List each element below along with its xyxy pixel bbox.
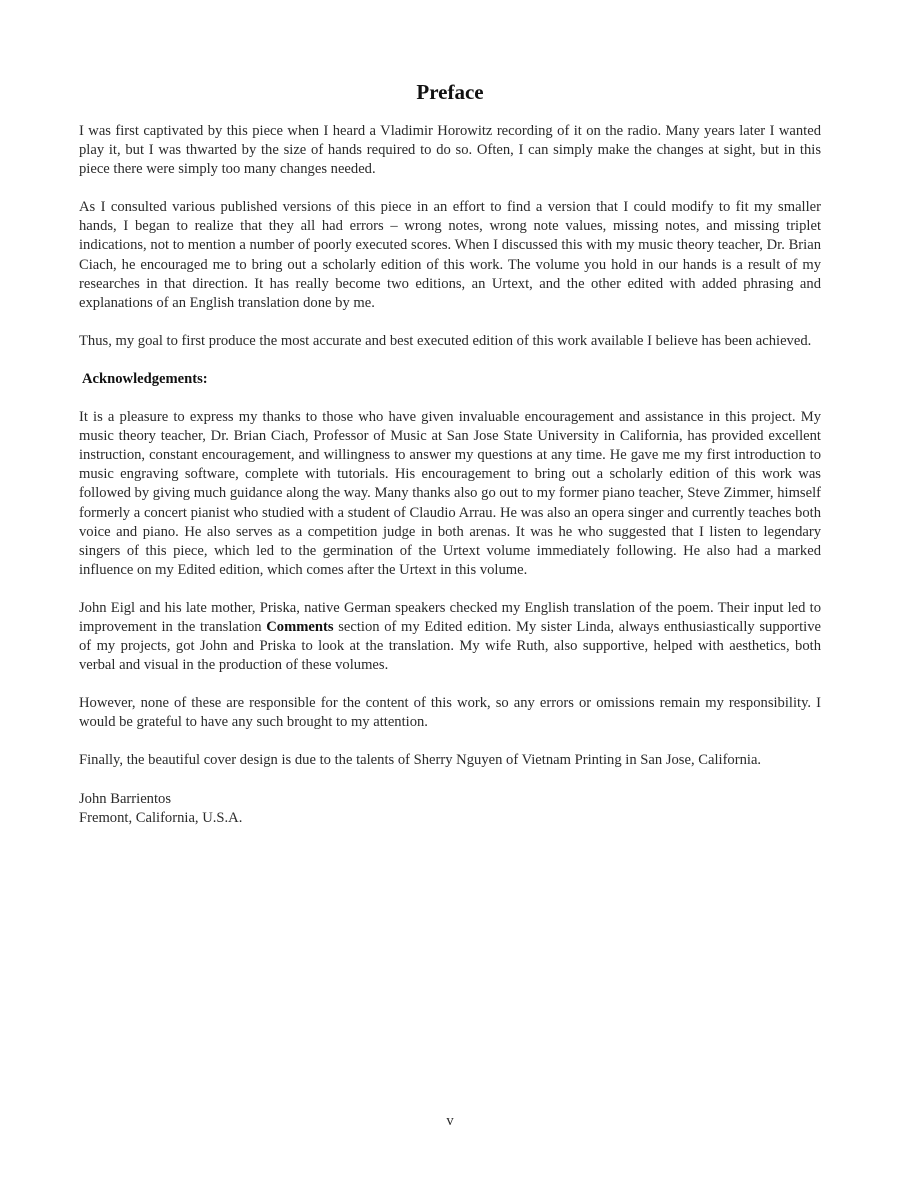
acknowledgements-paragraph-1: It is a pleasure to express my thanks to those who have given invaluable encouragement and assistance in this project. My music theory teacher, Dr. Brian Ciach, Professor of Music at San Jose State University in California, has provided excellent instruction, constant encouragement, and willingness to answer my questions at any time. He gave me my first introduction to music engraving software, complete with tutorials. His encouragement to bring out a scholarly edition of this work was followed by giving much guidance along the way. Many thanks also go out to my former piano teacher, Steve Zimmer, himself formerly a concert pianist who studied with a student of Claudio Arrau. He was also an opera singer and currently teaches both voice and piano. He also serves as a competition judge in both arenas. It was he who suggested that I listen to legendary singers of this piece, which led to the germination of the Urtext volume immediately following. He also had a marked influence on my Edited edition, which comes after the Urtext in this volume.	[79, 409, 821, 578]
paragraph-text: section of my Edited edition. My sister Linda, always enthusiastically supportive of my projects, got John and Priska to look at the translation. My wife Ruth, also supportive, helped with aesthetics, both verbal and visual in the production of these volumes.	[79, 618, 821, 674]
signature-name: John Barrientos	[79, 790, 172, 807]
page-title: Preface	[416, 80, 484, 104]
preface-paragraph-3: Thus, my goal to first produce the most accurate and best executed edition of this work available I believe has been achieved.	[79, 332, 812, 349]
signature-location: Fremont, California, U.S.A.	[79, 809, 243, 826]
acknowledgements-paragraph-2	[79, 599, 821, 675]
acknowledgements-paragraph-3: However, none of these are responsible for the content of this work, so any errors or omissions remain my responsibility. I would be grateful to have any such brought to my attention.	[79, 695, 821, 731]
preface-paragraph-1: I was first captivated by this piece when I heard a Vladimir Horowitz recording of it on the radio. Many years later I wanted play it, but I was thwarted by the size of hands required to do so. Often, I can simply make the changes at sight, but in this piece there were simply too many changes needed.	[79, 123, 821, 178]
acknowledgements-heading: Acknowledgements:	[82, 370, 208, 387]
acknowledgements-paragraph-4: Finally, the beautiful cover design is due to the talents of Sherry Nguyen of Vietnam Printing in San Jose, California.	[79, 752, 762, 769]
page-number: v	[446, 1113, 454, 1129]
paragraph-text: John Eigl and his late mother, Priska, native German speakers checked my English translation of the poem. Their input led to improvement in the translation	[79, 599, 821, 635]
preface-paragraph-2: As I consulted various published versions of this piece in an effort to find a version that I could modify to fit my smaller hands, I began to realize that they all had errors – wrong notes, wrong note values, missing notes, and missing triplet indications, not to mention a number of poorly executed scores. When I discussed this with my music theory teacher, Dr. Brian Ciach, he encouraged me to bring out a scholarly edition of this work. The volume you hold in our hands is a result of my researches in that direction. It has really become two editions, an Urtext, and the other edited with added phrasing and explanations of an English translation done by me.	[79, 199, 821, 311]
comments-bold-term: Comments	[266, 618, 334, 635]
signature-block	[79, 790, 821, 828]
document-body	[79, 122, 821, 828]
